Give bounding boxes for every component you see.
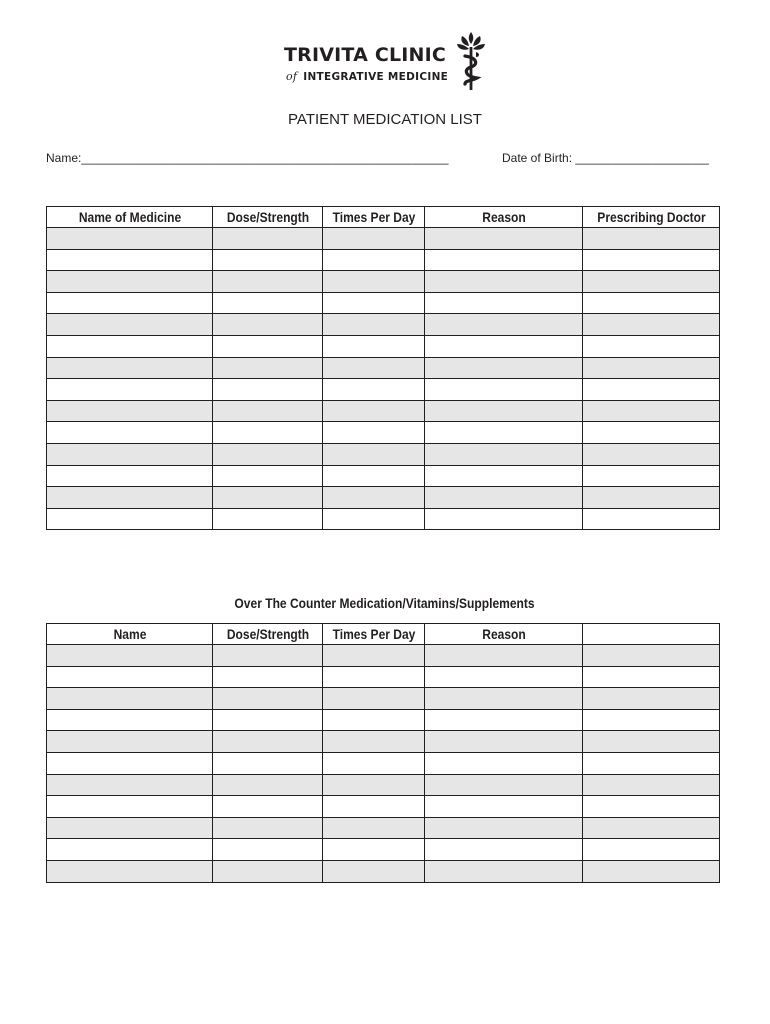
medication-table-cell[interactable]: [323, 228, 425, 250]
otc-table-row: [47, 817, 720, 839]
otc-table-cell[interactable]: [47, 817, 213, 839]
medication-table-cell[interactable]: [323, 422, 425, 444]
medication-table-cell[interactable]: [213, 314, 323, 336]
otc-table-cell[interactable]: [323, 752, 425, 774]
otc-table-cell[interactable]: [213, 860, 323, 882]
otc-table-cell[interactable]: [583, 796, 720, 818]
otc-table-cell[interactable]: [583, 774, 720, 796]
otc-table-cell[interactable]: [323, 731, 425, 753]
medication-table-cell[interactable]: [583, 314, 720, 336]
otc-table-cell[interactable]: [47, 860, 213, 882]
otc-table-cell[interactable]: [213, 688, 323, 710]
otc-table-cell[interactable]: [425, 666, 583, 688]
otc-table-row: [47, 666, 720, 688]
medication-table-row: [47, 249, 720, 271]
otc-header-row: [47, 624, 720, 645]
otc-table-cell[interactable]: [583, 731, 720, 753]
medication-table-cell[interactable]: [583, 443, 720, 465]
medication-table-row: [47, 314, 720, 336]
otc-table-cell[interactable]: [583, 839, 720, 861]
medication-table-row: [47, 292, 720, 314]
medication-table-row: [47, 335, 720, 357]
medication-table-cell[interactable]: [425, 465, 583, 487]
medication-table-cell[interactable]: [583, 400, 720, 422]
medication-table-cell[interactable]: [323, 335, 425, 357]
medication-table-cell[interactable]: [425, 443, 583, 465]
otc-table-cell[interactable]: [583, 860, 720, 882]
otc-table-row: [47, 731, 720, 753]
medication-table-cell[interactable]: [583, 335, 720, 357]
medication-table-cell[interactable]: [425, 379, 583, 401]
otc-header-dose-strength: Dose/Strength: [220, 624, 315, 645]
otc-table-row: [47, 796, 720, 818]
medication-table-cell[interactable]: [47, 271, 213, 293]
header-times-per-day: Times Per Day: [330, 207, 418, 228]
otc-table-cell[interactable]: [213, 817, 323, 839]
medication-table-cell[interactable]: [583, 271, 720, 293]
medication-table-cell[interactable]: [583, 249, 720, 271]
medication-table-cell[interactable]: [47, 400, 213, 422]
otc-table-cell[interactable]: [425, 817, 583, 839]
medication-table-cell[interactable]: [47, 487, 213, 509]
medication-table-cell[interactable]: [323, 487, 425, 509]
medication-table-cell[interactable]: [583, 228, 720, 250]
otc-table-cell[interactable]: [323, 860, 425, 882]
otc-table-row: [47, 752, 720, 774]
otc-header-times-per-day: Times Per Day: [330, 624, 418, 645]
medication-table-cell[interactable]: [425, 314, 583, 336]
medication-table-cell[interactable]: [47, 249, 213, 271]
medication-table-row: [47, 508, 720, 530]
medication-table-cell[interactable]: [425, 249, 583, 271]
medication-table-cell[interactable]: [323, 314, 425, 336]
otc-table-cell[interactable]: [47, 731, 213, 753]
medication-table-cell[interactable]: [213, 379, 323, 401]
otc-table-row: [47, 645, 720, 667]
medication-table-cell[interactable]: [425, 357, 583, 379]
medication-table-cell[interactable]: [213, 508, 323, 530]
medication-table-row: [47, 228, 720, 250]
otc-table-cell[interactable]: [425, 709, 583, 731]
otc-table-cell[interactable]: [583, 645, 720, 667]
medication-table-cell[interactable]: [47, 465, 213, 487]
medication-table-cell[interactable]: [425, 487, 583, 509]
otc-table-cell[interactable]: [47, 688, 213, 710]
medication-table-cell[interactable]: [213, 465, 323, 487]
medication-table-cell[interactable]: [213, 400, 323, 422]
medication-table-cell[interactable]: [323, 292, 425, 314]
otc-table-cell[interactable]: [323, 645, 425, 667]
otc-table-cell[interactable]: [583, 709, 720, 731]
medication-table-cell[interactable]: [47, 422, 213, 444]
medication-table-cell[interactable]: [583, 487, 720, 509]
medication-table-row: [47, 379, 720, 401]
otc-table-cell[interactable]: [323, 774, 425, 796]
otc-table-cell[interactable]: [47, 752, 213, 774]
otc-table-row: [47, 709, 720, 731]
otc-table-cell[interactable]: [425, 731, 583, 753]
otc-table-cell[interactable]: [213, 774, 323, 796]
medication-table-cell[interactable]: [47, 314, 213, 336]
medication-table-cell[interactable]: [583, 508, 720, 530]
otc-table-cell[interactable]: [47, 774, 213, 796]
medication-table-cell[interactable]: [47, 508, 213, 530]
header-name-of-medicine: Name of Medicine: [58, 207, 201, 228]
otc-table-cell[interactable]: [213, 839, 323, 861]
medication-table-cell[interactable]: [425, 508, 583, 530]
otc-table-cell[interactable]: [213, 796, 323, 818]
medication-table-cell[interactable]: [213, 487, 323, 509]
otc-table-cell[interactable]: [425, 645, 583, 667]
medication-table-cell[interactable]: [425, 271, 583, 293]
otc-section-title: [0, 595, 770, 611]
header-dose-strength: Dose/Strength: [220, 207, 315, 228]
medication-table-cell[interactable]: [213, 335, 323, 357]
logo-subtitle: INTEGRATIVE MEDICINE: [303, 71, 449, 83]
medication-table-cell[interactable]: [583, 379, 720, 401]
medication-table-cell[interactable]: [425, 335, 583, 357]
medication-table-cell[interactable]: [47, 379, 213, 401]
medication-table-cell[interactable]: [47, 335, 213, 357]
medication-table-cell[interactable]: [583, 357, 720, 379]
medication-table-cell[interactable]: [213, 292, 323, 314]
medication-table-cell[interactable]: [323, 465, 425, 487]
medication-table-cell[interactable]: [425, 292, 583, 314]
otc-table-cell[interactable]: [47, 666, 213, 688]
medication-table-cell[interactable]: [213, 271, 323, 293]
otc-table-cell[interactable]: [323, 796, 425, 818]
medication-table-cell[interactable]: [583, 422, 720, 444]
otc-header-name: Name: [58, 624, 201, 645]
otc-table-cell[interactable]: [47, 709, 213, 731]
otc-table-row: [47, 688, 720, 710]
otc-table-cell[interactable]: [323, 709, 425, 731]
header-reason: Reason: [436, 207, 572, 228]
otc-table-cell[interactable]: [425, 796, 583, 818]
otc-table-cell[interactable]: [213, 731, 323, 753]
otc-table-cell[interactable]: [583, 752, 720, 774]
otc-table-cell[interactable]: [425, 752, 583, 774]
medication-table-cell[interactable]: [47, 357, 213, 379]
medication-table-cell[interactable]: [323, 443, 425, 465]
header-prescribing-doctor: Prescribing Doctor: [592, 207, 710, 228]
medication-table-cell[interactable]: [425, 228, 583, 250]
otc-table-cell[interactable]: [583, 666, 720, 688]
medication-table-cell[interactable]: [323, 379, 425, 401]
logo-clinic-name: TRIVITA CLINIC: [284, 44, 447, 66]
medication-table-cell[interactable]: [323, 357, 425, 379]
document-title: PATIENT MEDICATION LIST: [288, 111, 482, 128]
medication-table-cell[interactable]: [47, 228, 213, 250]
otc-header-blank: [592, 624, 710, 645]
otc-table-cell[interactable]: [425, 774, 583, 796]
medication-table-cell[interactable]: [213, 443, 323, 465]
otc-header-reason: Reason: [436, 624, 572, 645]
medication-table-row: [47, 443, 720, 465]
patient-name-field[interactable]: Name:_______________________________________________________: [46, 151, 449, 165]
medication-table-cell[interactable]: [323, 400, 425, 422]
medication-table-cell[interactable]: [583, 465, 720, 487]
otc-table-cell[interactable]: [323, 839, 425, 861]
medication-table-cell[interactable]: [583, 292, 720, 314]
otc-table-cell[interactable]: [213, 752, 323, 774]
medication-table-cell[interactable]: [213, 422, 323, 444]
medication-table-row: [47, 422, 720, 444]
otc-table-cell[interactable]: [425, 839, 583, 861]
medication-table-cell[interactable]: [213, 357, 323, 379]
caduceus-leaf-icon: [456, 30, 486, 92]
otc-table-cell[interactable]: [425, 688, 583, 710]
otc-table-cell[interactable]: [323, 817, 425, 839]
medication-table: [46, 206, 720, 530]
medication-table-row: [47, 400, 720, 422]
medication-table-row: [47, 271, 720, 293]
medication-table-cell[interactable]: [213, 228, 323, 250]
otc-table-cell[interactable]: [583, 817, 720, 839]
logo-of-text: of: [286, 70, 298, 83]
logo-subtitle-line: [286, 70, 448, 83]
otc-table-cell[interactable]: [213, 666, 323, 688]
medication-table-cell[interactable]: [323, 271, 425, 293]
otc-table-row: [47, 860, 720, 882]
medication-table-cell[interactable]: [323, 249, 425, 271]
medication-table-cell[interactable]: [425, 400, 583, 422]
medication-table-cell[interactable]: [47, 292, 213, 314]
otc-section-title-text: Over The Counter Medication/Vitamins/Supplements: [234, 595, 536, 611]
otc-table-cell[interactable]: [213, 645, 323, 667]
otc-table-cell[interactable]: [47, 796, 213, 818]
otc-table-cell[interactable]: [425, 860, 583, 882]
date-of-birth-field[interactable]: Date of Birth: ____________________: [502, 151, 709, 165]
otc-table-cell[interactable]: [213, 709, 323, 731]
medication-table-row: [47, 465, 720, 487]
otc-table: [46, 623, 720, 883]
otc-table-cell[interactable]: [323, 666, 425, 688]
medication-table-row: [47, 357, 720, 379]
medication-table-cell[interactable]: [425, 422, 583, 444]
otc-table-row: [47, 839, 720, 861]
otc-table-cell[interactable]: [583, 688, 720, 710]
medication-header-row: [47, 207, 720, 228]
medication-table-cell[interactable]: [47, 443, 213, 465]
otc-table-row: [47, 774, 720, 796]
otc-table-cell[interactable]: [323, 688, 425, 710]
otc-table-cell[interactable]: [47, 839, 213, 861]
medication-table-cell[interactable]: [323, 508, 425, 530]
medication-table-cell[interactable]: [213, 249, 323, 271]
medication-table-row: [47, 487, 720, 509]
otc-table-cell[interactable]: [47, 645, 213, 667]
